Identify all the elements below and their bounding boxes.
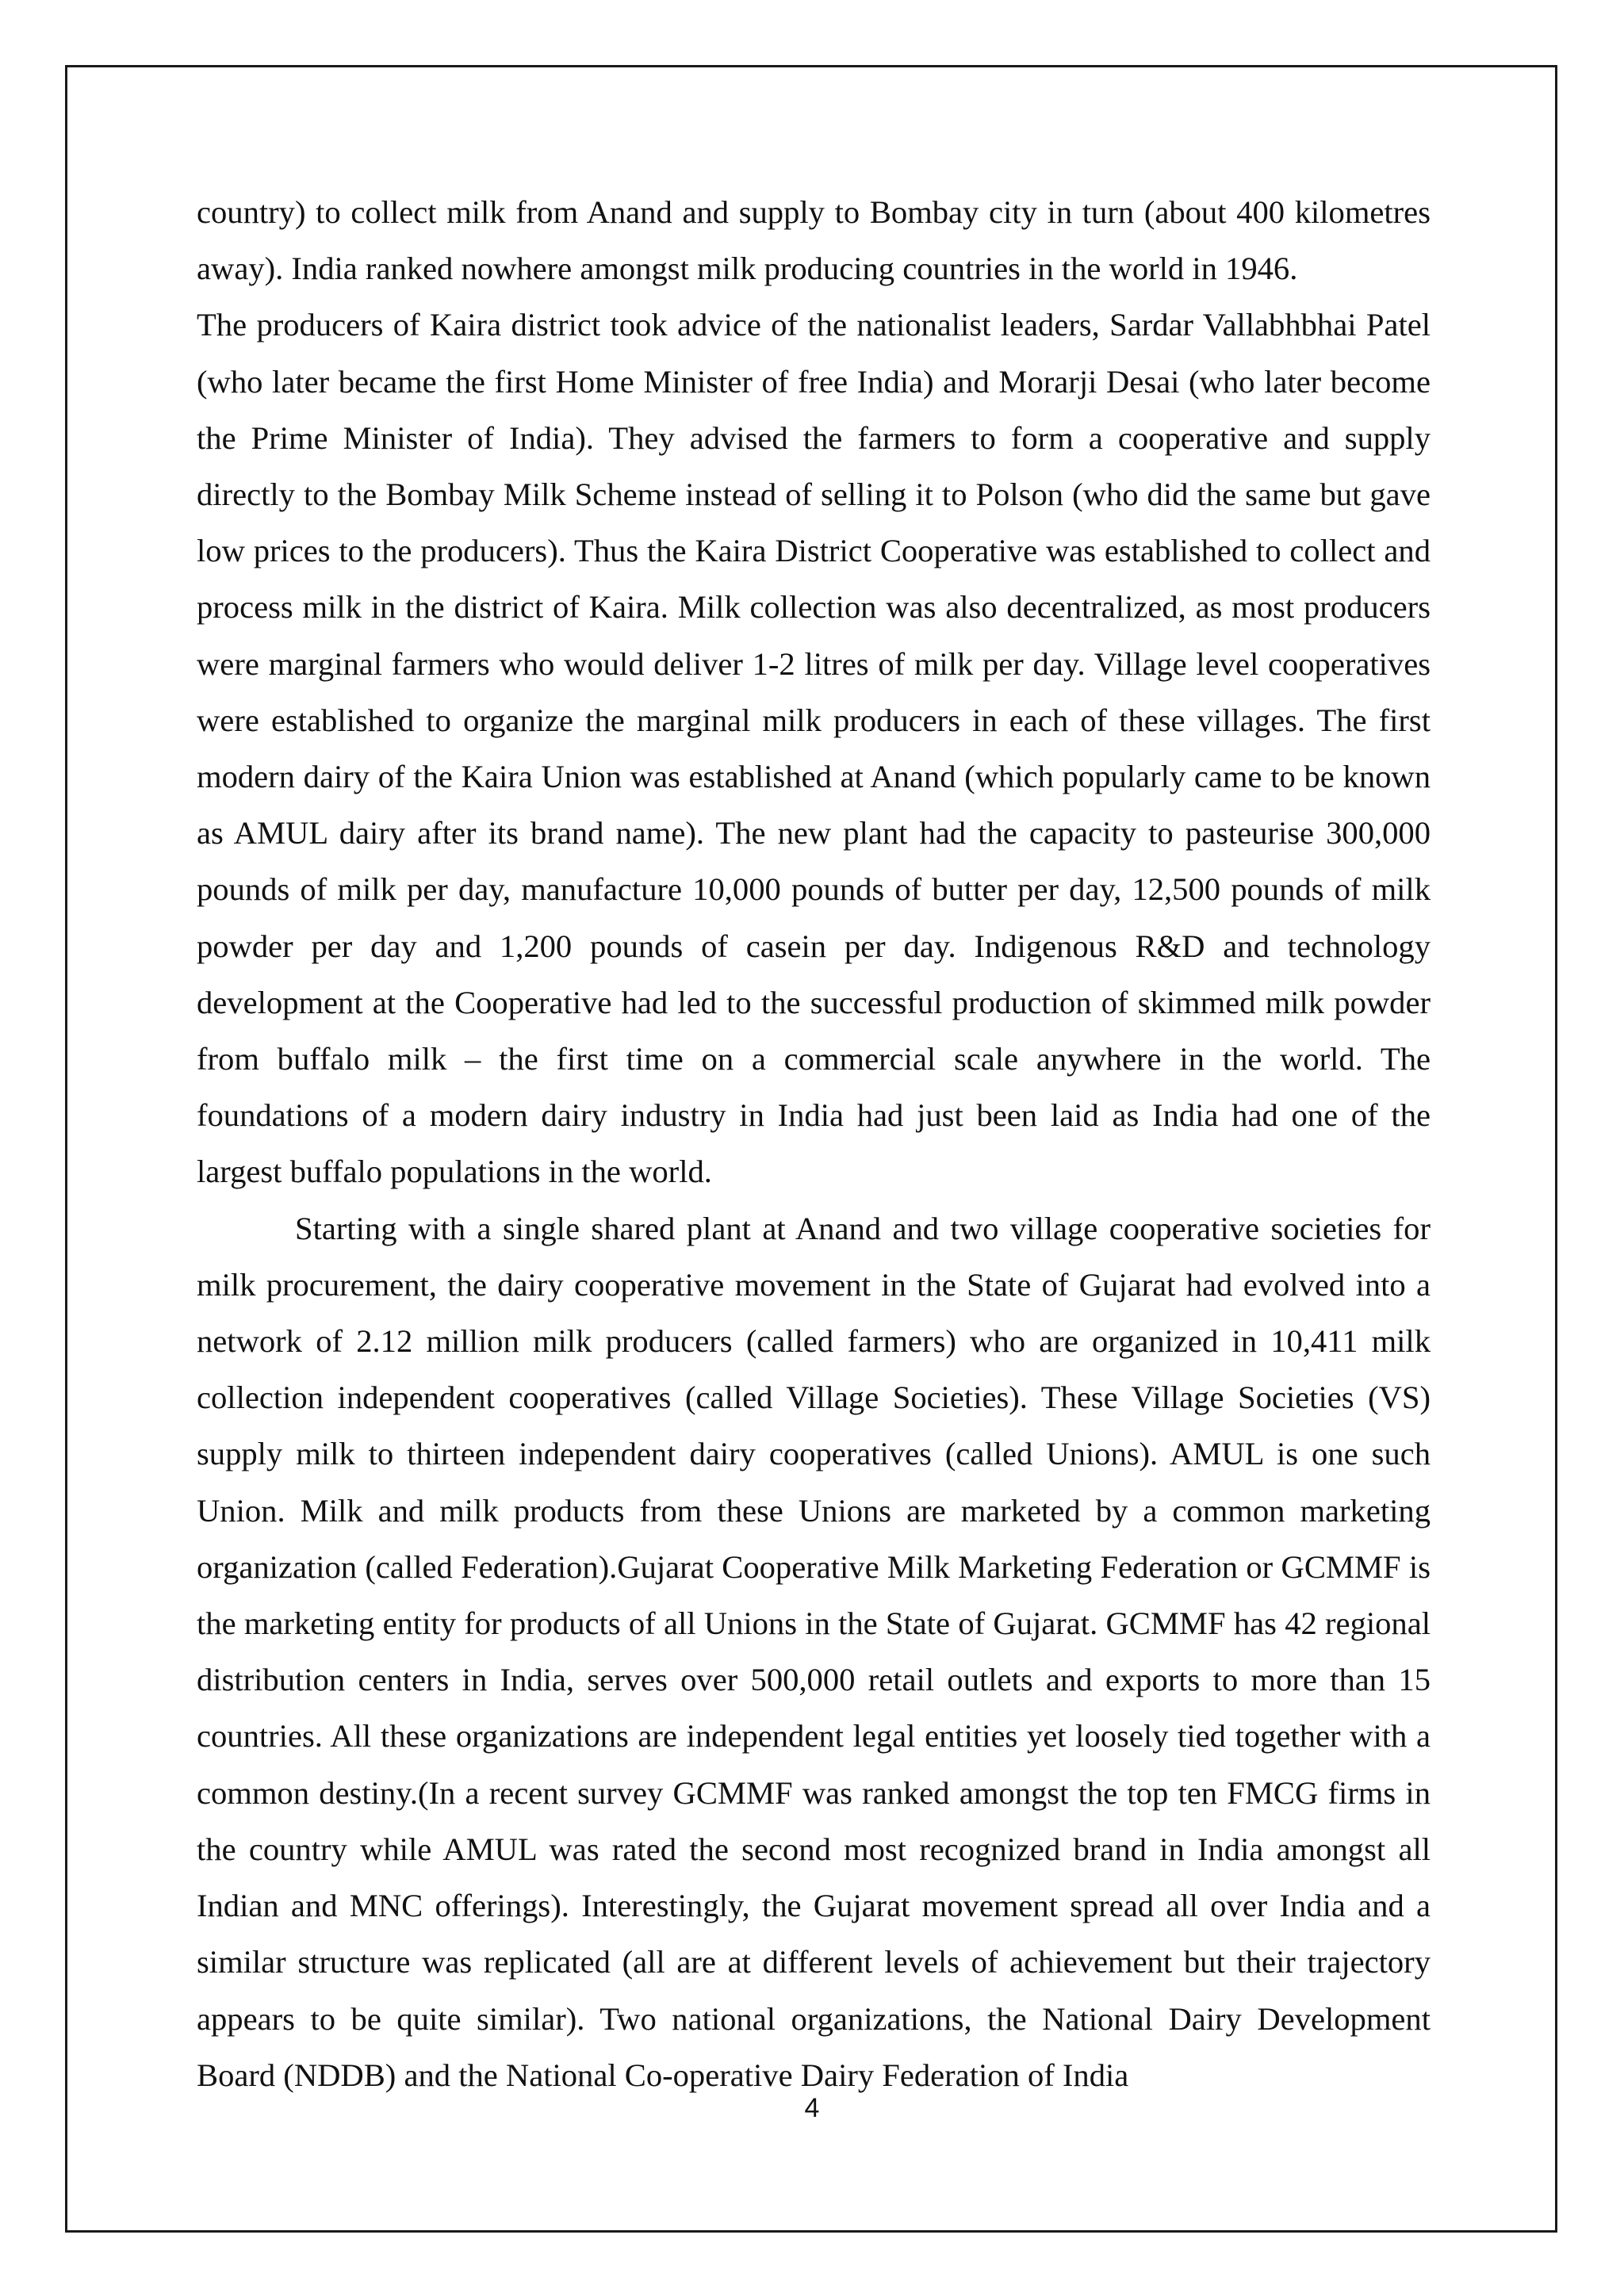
page-number: 4 (804, 2093, 820, 2123)
paragraph-continuation: country) to collect milk from Anand and supply to Bombay city in turn (about 400 kilometres away). India ranked nowhere amongst milk producing countries in the world in 1946. (197, 194, 1431, 287)
paragraph-gujarat-movement: Starting with a single shared plant at Anand and two village cooperative societies for milk procurement, the dairy cooperative movement in the State of Gujarat had evolved into a network of 2.12 million milk producers (called farmers) who are organized in 10,411 milk collection independent cooperatives (called Village Societies). These Village Societies (VS) supply milk to thirteen independent dairy cooperatives (called Unions). AMUL is one such Union. Milk and milk products from these Unions are marketed by a common marketing organization (called Federation).Gujarat Cooperative Milk Marketing Federation or GCMMF is the marketing entity for products of all Unions in the State of Gujarat. GCMMF has 42 regional distribution centers in India, serves over 500,000 retail outlets and exports to more than 15 countries. All these organizations are independent legal entities yet loosely tied together with a common destiny.(In a recent survey GCMMF was ranked amongst the top ten FMCG firms in the country while AMUL was rated the second most recognized brand in India amongst all Indian and MNC offerings). Interestingly, the Gujarat movement spread all over India and a similar structure was replicated (all are at different levels of achievement but their trajectory appears to be quite similar). Two national organizations, the National Dairy Development Board (NDDB) and the National Co-operative Dairy Federation of India (197, 1210, 1431, 2093)
paragraph-kaira-producers: The producers of Kaira district took advice of the nationalist leaders, Sardar Vallabhbhai Patel (who later became the first Home Minister of free India) and Morarji Desai (who later become the Prime Minister of India). They advised the farmers to form a cooperative and supply directly to the Bombay Milk Scheme instead of selling it to Polson (who did the same but gave low prices to the producers). Thus the Kaira District Cooperative was established to collect and process milk in the district of Kaira. Milk collection was also decentralized, as most producers were marginal farmers who would deliver 1-2 litres of milk per day. Village level cooperatives were established to organize the marginal milk producers in each of these villages. The first modern dairy of the Kaira Union was established at Anand (which popularly came to be known as AMUL dairy after its brand name). The new plant had the capacity to pasteurise 300,000 pounds of milk per day, manufacture 10,000 pounds of butter per day, 12,500 pounds of milk powder per day and 1,200 pounds of casein per day. Indigenous R&D and technology development at the Cooperative had led to the successful production of skimmed milk powder from buffalo milk – the first time on a commercial scale anywhere in the world. The foundations of a modern dairy industry in India had just been laid as India had one of the largest buffalo populations in the world. (197, 307, 1431, 1190)
document-body (197, 184, 1431, 2103)
